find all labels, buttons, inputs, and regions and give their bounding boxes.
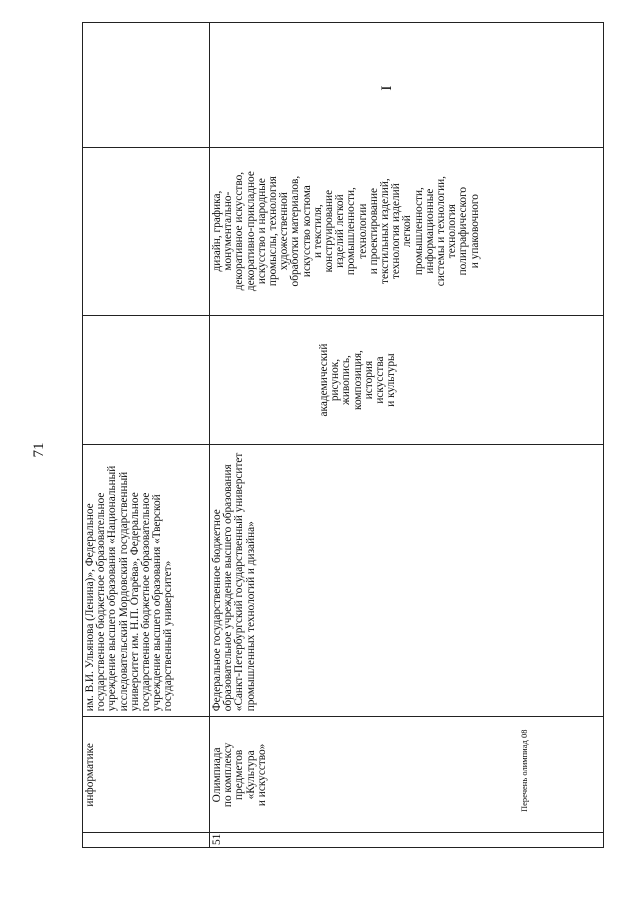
subjects-cell [210, 315, 604, 445]
organizer-line: им. В.И. Ульянова (Ленина)», Федеральное [84, 503, 96, 712]
subject-line: академический [318, 343, 330, 417]
profile-line: декоративное искусство, [233, 171, 246, 291]
olympiad-name-line: предметов [233, 749, 246, 800]
organizer-line: государственное бюджетное образовательное [140, 492, 153, 712]
profile-line: технологии [356, 203, 369, 259]
profile-line: конструирование [323, 189, 336, 273]
profile-line: искусство костюма [300, 185, 313, 278]
row-number-cell: 51 [210, 833, 604, 848]
subject-line: рисунок, [329, 358, 342, 402]
profile-line: информационные [423, 188, 436, 274]
organizer-line: «Санкт-Петербургский государственный университет [233, 452, 246, 712]
profile-line: легкой [401, 215, 414, 248]
olympiad-name-line: «Культура [244, 750, 257, 800]
profile-line: монументально- [222, 191, 235, 271]
organizer-line: государственный университет» [162, 560, 175, 712]
organizers-cell [210, 445, 604, 717]
subject-line: искусства [374, 356, 387, 404]
profile-line: декоративно-прикладное [244, 171, 257, 292]
page-number: 71 [30, 442, 47, 458]
organizer-line: государственное бюджетное образовательное [95, 492, 108, 712]
level-value: I [379, 85, 395, 91]
organizer-line: промышленных технологий и дизайна» [244, 521, 257, 712]
table-row [210, 23, 604, 848]
profile-line: промышленности, [412, 187, 425, 276]
olympiad-name-cell: информатике [83, 717, 210, 833]
organizer-line: университет им. Н.П. Огарёва», Федеральное [128, 492, 141, 712]
row-number-cell [83, 833, 210, 848]
profile-line: дизайн, графика, [211, 190, 223, 272]
olympiad-name-line: Олимпиада [211, 747, 223, 803]
organizer-line: образовательное учреждение высшего образования [222, 464, 235, 712]
olympiad-name-line: и искусство» [255, 743, 268, 807]
subject-line: композиция, [351, 350, 364, 410]
profile-line: художественной [278, 192, 291, 271]
organizer-line: Федеральное государственное бюджетное [211, 509, 223, 712]
organizer-line: учреждение высшего образования «Тверской [151, 494, 164, 712]
organizers-cell [83, 445, 210, 717]
organizer-line: учреждение высшего образования «Национальный [106, 465, 119, 712]
subjects-cell [83, 315, 210, 445]
organizer-line: исследовательский Мордовский государственный [117, 471, 130, 712]
subject-line: история [362, 360, 375, 400]
olympiad-name-cell [210, 717, 604, 833]
profile-line: промышленности, [345, 187, 358, 276]
profile-line: обработки материалов, [289, 175, 302, 287]
profile-line: изделий легкой [334, 194, 347, 268]
footer-note: Перечень олимпиад 08 [519, 729, 529, 812]
profile-line: системы и технологии, [435, 175, 448, 287]
profile-line: технология [446, 204, 459, 259]
profiles-cell [83, 147, 210, 315]
profile-line: и текстиля, [311, 204, 324, 258]
profile-line: технология изделий [390, 183, 403, 280]
level-cell [83, 23, 210, 148]
subject-line: и культуры [385, 353, 398, 407]
profile-line: текстильных изделий, [379, 178, 392, 284]
table-row [83, 23, 210, 848]
level-cell [210, 23, 604, 148]
profile-line: полиграфического [457, 186, 470, 276]
profiles-cell [210, 147, 604, 315]
olympiad-name-line: по комплексу [222, 742, 235, 808]
profile-line: и проектирование [367, 187, 380, 275]
profile-line: и упаковочного [468, 194, 481, 269]
profile-line: искусство и народные [255, 178, 268, 285]
profile-line: промыслы, технология [267, 176, 280, 287]
subject-line: живопись, [340, 355, 353, 405]
